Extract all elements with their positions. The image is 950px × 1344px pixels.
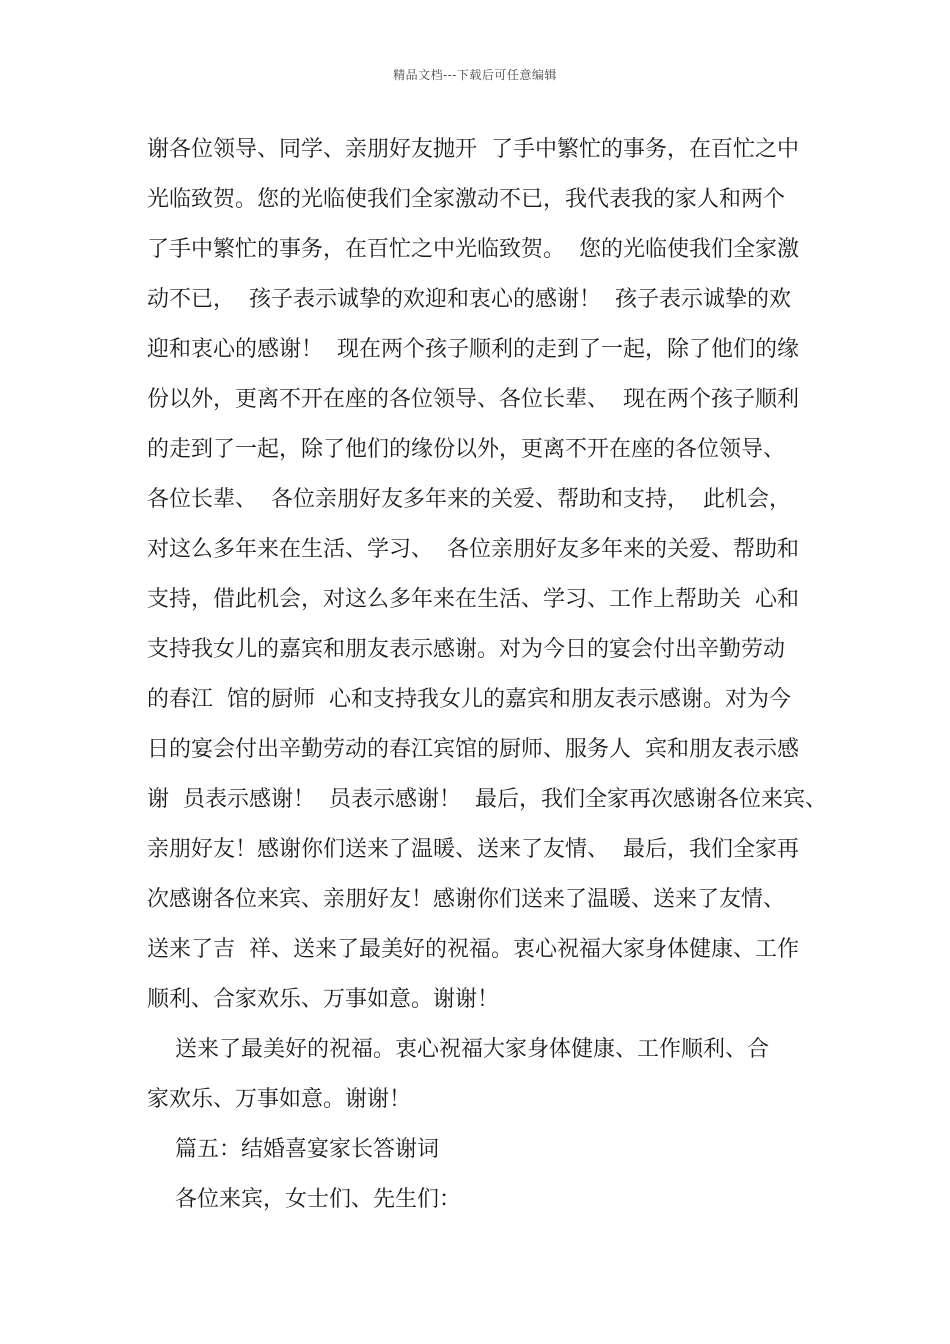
text-line: 了手中繁忙的事务，在百忙之中光临致贺。 您的光临使我们全家激 [147, 237, 799, 262]
text-line: 送来了最美好的祝福。衷心祝福大家身体健康、工作顺利、合 [147, 1037, 769, 1062]
text-line: 家欢乐、万事如意。谢谢！ [147, 1087, 412, 1112]
text-line: 迎和衷心的感谢！ 现在两个孩子顺利的走到了一起，除了他们的缘 [147, 337, 799, 362]
text-line: 对这么多年来在生活、学习、 各位亲朋好友多年来的关爱、帮助和 [147, 537, 799, 562]
text-line: 次感谢各位来宾、亲朋好友！感谢你们送来了温暖、送来了友情、 [147, 887, 786, 912]
section-heading: 篇五：结婚喜宴家长答谢词 [147, 1137, 439, 1162]
text-line: 支持我女儿的嘉宾和朋友表示感谢。对为今日的宴会付出辛勤劳动 [147, 637, 786, 662]
salutation-line: 各位来宾，女士们、先生们： [147, 1187, 461, 1212]
text-line: 的走到了一起，除了他们的缘份以外，更离不开在座的各位领导、 [147, 437, 786, 462]
text-line: 送来了吉 祥、送来了最美好的祝福。衷心祝福大家身体健康、工作 [147, 937, 799, 962]
text-line: 份以外，更离不开在座的各位领导、各位长辈、 现在两个孩子顺利 [147, 387, 799, 412]
text-line: 日的宴会付出辛勤劳动的春江宾馆的厨师、服务人 宾和朋友表示感 [147, 737, 799, 762]
text-line: 各位长辈、 各位亲朋好友多年来的关爱、帮助和支持， 此机会， [147, 487, 791, 512]
text-line: 谢 员表示感谢！ 员表示感谢！ 最后，我们全家再次感谢各位来宾、 [147, 787, 827, 812]
text-line: 顺利、合家欢乐、万事如意。谢谢！ [147, 987, 500, 1012]
text-line: 亲朋好友！感谢你们送来了温暖、送来了友情、 最后，我们全家再 [147, 837, 799, 862]
text-line: 的春江 馆的厨师 心和支持我女儿的嘉宾和朋友表示感谢。对为今 [147, 687, 791, 712]
text-line: 光临致贺。您的光临使我们全家激动不已，我代表我的家人和两个 [147, 187, 786, 212]
text-line: 支持，借此机会，对这么多年来在生活、学习、工作上帮助关 心和 [147, 587, 799, 612]
page-header: 精品文档---下载后可任意编辑 [393, 68, 557, 82]
text-line: 谢各位领导、同学、亲朋好友抛开 了手中繁忙的事务，在百忙之中 [147, 137, 799, 162]
text-line: 动不已， 孩子表示诚挚的欢迎和衷心的感谢！ 孩子表示诚挚的欢 [147, 287, 791, 312]
